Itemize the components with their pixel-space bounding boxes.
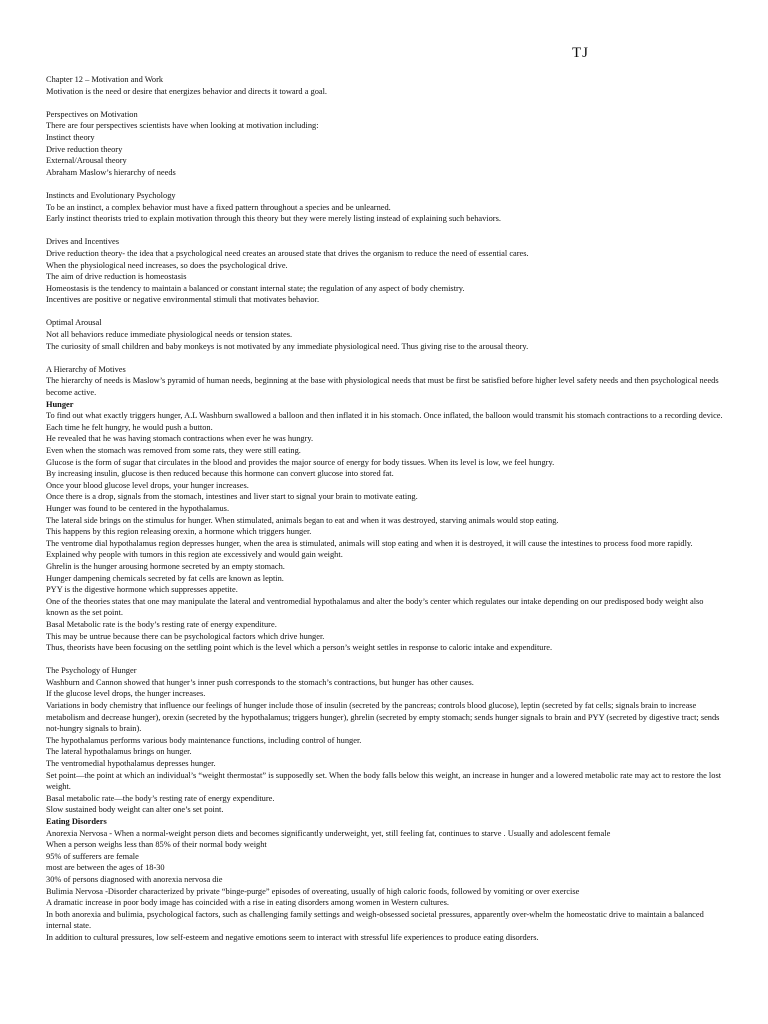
- text-line: External/Arousal theory: [46, 156, 127, 166]
- text-line: This may be untrue because there can be psychological factors which drive hunger.: [46, 631, 325, 641]
- text-line: He revealed that he was having stomach contractions when ever he was hungry.: [46, 434, 314, 444]
- paragraph-gap: [46, 654, 726, 666]
- text-line: Basal metabolic rate—the body’s resting rate of energy expenditure.: [46, 793, 275, 803]
- text-line: Drive reduction theory- the idea that a psychological need creates an aroused state that drives the organism to reduce the need of essential cares.: [46, 248, 529, 258]
- text-line: Instincts and Evolutionary Psychology: [46, 190, 176, 200]
- text-line: Set point—the point at which an individual’s “weight thermostat” is supposedly set. When the body falls below this weight, an increase in hunger and a lowered metabolic rate may act to restore the lost weight.: [46, 770, 722, 792]
- text-line: Hunger was found to be centered in the hypothalamus.: [46, 503, 230, 513]
- text-line: When a person weighs less than 85% of their normal body weight: [46, 840, 267, 850]
- text-line: Once your blood glucose level drops, your hunger increases.: [46, 480, 249, 490]
- text-line: Ghrelin is the hunger arousing hormone secreted by an empty stomach.: [46, 561, 285, 571]
- text-line: By increasing insulin, glucose is then reduced because this hormone can convert glucose into stored fat.: [46, 469, 394, 479]
- text-line: A dramatic increase in poor body image has coincided with a rise in eating disorders among women in Western cultures.: [46, 898, 449, 908]
- text-line: Even when the stomach was removed from some rats, they were still eating.: [46, 446, 301, 455]
- text-line: The curiosity of small children and baby monkeys is not motivated by any immediate physiological need. Thus giving rise to the arousal theory.: [46, 341, 529, 351]
- text-line: The lateral hypothalamus brings on hunger.: [46, 747, 192, 757]
- text-line: Optimal Arousal: [46, 318, 102, 328]
- text-line: The lateral side brings on the stimulus for hunger. When stimulated, animals began to eat and when it was destroyed, starving animals would stop eating.: [46, 515, 559, 525]
- text-line: Perspectives on Motivation: [46, 109, 138, 119]
- paragraph-gap: [46, 97, 726, 109]
- paragraph-gap: [46, 306, 726, 318]
- text-line: Motivation is the need or desire that energizes behavior and directs it toward a goal.: [46, 86, 328, 96]
- text-line: Chapter 12 – Motivation and Work: [46, 75, 164, 84]
- document-body: [46, 74, 726, 944]
- text-line: The Psychology of Hunger: [46, 666, 137, 676]
- paragraph-gap: [46, 225, 726, 237]
- text-line: Early instinct theorists tried to explain motivation through this theory but they were merely listing instead of explaining such behaviors.: [46, 214, 501, 224]
- text-line: One of the theories states that one may manipulate the lateral and ventromedial hypothalamus and alter the body’s center which regulates our intake depending on our predisposed body weight also known as the set point.: [46, 596, 704, 618]
- text-line: The ventromedial hypothalamus depresses hunger.: [46, 759, 216, 769]
- text-line: When the physiological need increases, so does the psychological drive.: [46, 260, 288, 270]
- text-line: The ventrome dial hypothalamus region depresses hunger, when the area is stimulated, animals will stop eating and when it is destroyed, it will cause the intestines to process food more rapidly. Explained why people with tumors in this region ate excessively and would gain weight.: [46, 538, 693, 560]
- text-line: Variations in body chemistry that influence our feelings of hunger include those of insulin (secreted by the pancreas; controls blood glucose), leptin (secreted by fat cells; signals brain to increase metabolism and decrease hunger), orexin (secreted by the hypothalamus; triggers hunger), ghrelin (secreted by empty stomach; sends hunger signals to brain and PYY (secreted by digestive tract; sends not-hungry signals to brain).: [46, 701, 720, 734]
- text-line: Anorexia Nervosa - When a normal-weight person diets and becomes significantly underweight, yet, still feeling fat, continues to starve . Usually and adolescent female: [46, 828, 611, 838]
- text-line: In both anorexia and bulimia, psychological factors, such as challenging family settings and weigh-obsessed societal pressures, apparently over-whelm the homeostatic drive to maintain a balanced internal state.: [46, 909, 704, 931]
- text-line: Hunger dampening chemicals secreted by fat cells are known as leptin.: [46, 573, 284, 583]
- text-line: Bulimia Nervosa -Disorder characterized by private “binge-purge” episodes of overeating, usually of high caloric foods, followed by vomiting or over exercise: [46, 886, 580, 896]
- text-line: Drives and Incentives: [46, 237, 120, 247]
- text-line: Glucose is the form of sugar that circulates in the blood and provides the major source of energy for body tissues. When its level is low, we feel hungry.: [46, 457, 555, 467]
- text-line: The aim of drive reduction is homeostasis: [46, 272, 187, 282]
- text-line: Thus, theorists have been focusing on the settling point which is the level which a person’s weight settles in response to caloric intake and expenditure.: [46, 643, 553, 653]
- text-line: most are between the ages of 18-30: [46, 863, 165, 873]
- text-line: This happens by this region releasing orexin, a hormone which triggers hunger.: [46, 527, 312, 537]
- text-line: There are four perspectives scientists have when looking at motivation including:: [46, 121, 319, 131]
- text-line: PYY is the digestive hormone which suppresses appetite.: [46, 585, 238, 595]
- author-initials: TJ: [572, 45, 589, 61]
- paragraph-gap: [46, 178, 726, 190]
- text-line: Homeostasis is the tendency to maintain a balanced or constant internal state; the regulation of any aspect of body chemistry.: [46, 283, 465, 293]
- text-line: If the glucose level drops, the hunger increases.: [46, 689, 206, 699]
- text-line: The hierarchy of needs is Maslow’s pyramid of human needs, beginning at the base with physiological needs that must be first be satisfied before higher level safety needs and then psychological needs become active.: [46, 376, 719, 398]
- text-line: Incentives are positive or negative environmental stimuli that motivates behavior.: [46, 295, 320, 305]
- paragraph-gap: [46, 352, 726, 364]
- text-line: Once there is a drop, signals from the stomach, intestines and liver start to signal your brain to motivate eating.: [46, 492, 418, 502]
- text-line: Basal Metabolic rate is the body’s resting rate of energy expenditure.: [46, 619, 277, 629]
- text-line: 95% of sufferers are female: [46, 851, 139, 861]
- text-line: Drive reduction theory: [46, 144, 123, 154]
- text-line: A Hierarchy of Motives: [46, 364, 126, 374]
- text-line: 30% of persons diagnosed with anorexia nervosa die: [46, 874, 223, 884]
- text-line: Not all behaviors reduce immediate physiological needs or tension states.: [46, 330, 293, 340]
- text-line: To find out what exactly triggers hunger, A.L Washburn swallowed a balloon and then inflated it in his stomach. Once inflated, the balloon would transmit his stomach contractions to a recording device. Each time he felt hungry, he would push a button.: [46, 411, 723, 432]
- text-line: In addition to cultural pressures, low self-esteem and negative emotions seem to interact with stressful life experiences to produce eating disorders.: [46, 932, 539, 942]
- text-line: Instinct theory: [46, 132, 95, 142]
- text-line: Abraham Maslow’s hierarchy of needs: [46, 167, 176, 177]
- section-heading: Hunger: [46, 399, 74, 409]
- section-heading: Eating Disorders: [46, 817, 107, 826]
- text-line: To be an instinct, a complex behavior must have a fixed pattern throughout a species and be unlearned.: [46, 202, 391, 212]
- text-line: The hypothalamus performs various body maintenance functions, including control of hunger.: [46, 735, 362, 745]
- text-line: Washburn and Cannon showed that hunger’s inner push corresponds to the stomach’s contractions, but hunger has other causes.: [46, 677, 474, 687]
- text-line: Slow sustained body weight can alter one’s set point.: [46, 805, 224, 815]
